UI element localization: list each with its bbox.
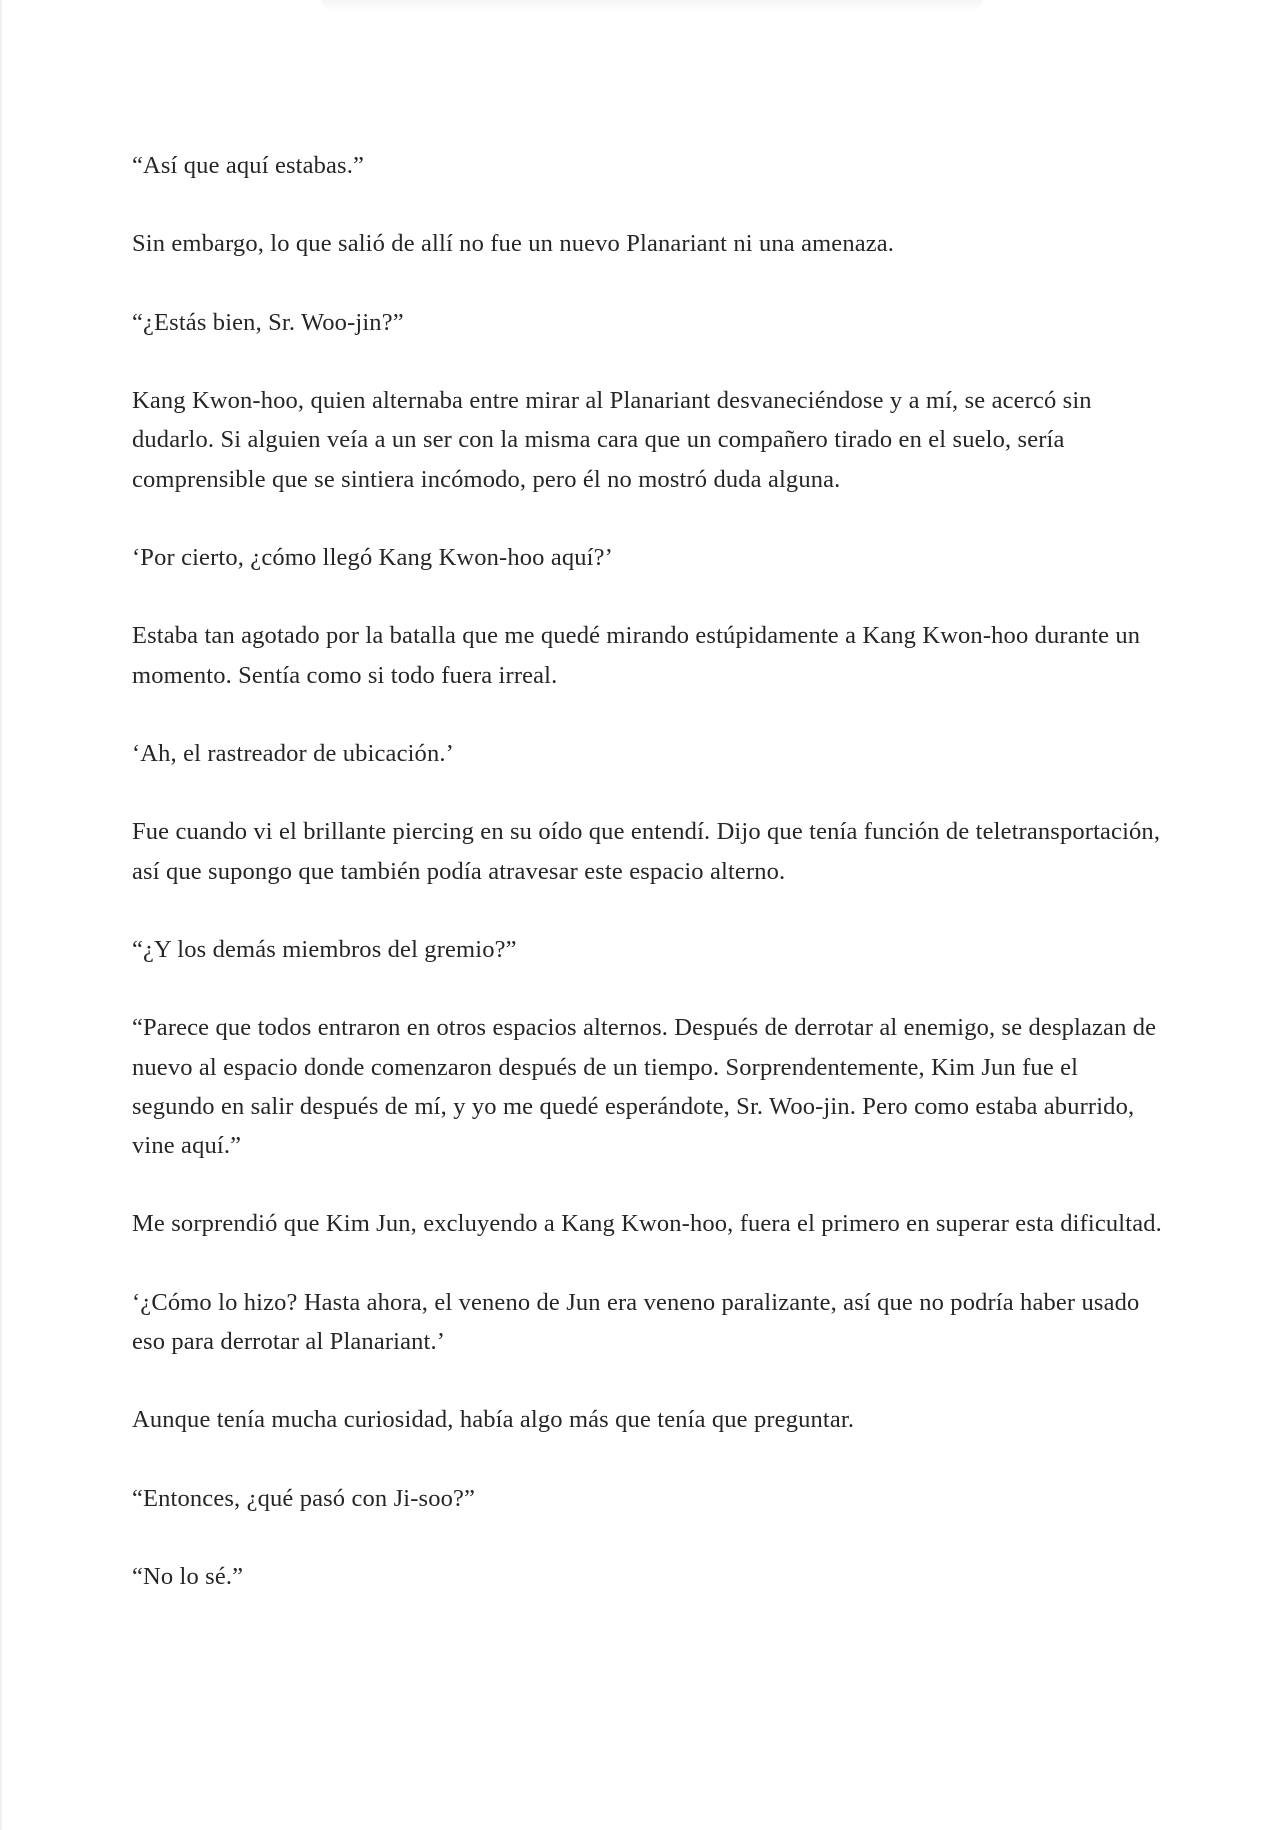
paragraph: ‘¿Cómo lo hizo? Hasta ahora, el veneno de Jun era veneno paralizante, así que no podría haber usado eso para derrotar al Planariant.’ xyxy=(132,1288,1140,1355)
paragraph: Kang Kwon-hoo, quien alternaba entre mirar al Planariant desvaneciéndose y a mí, se acercó sin dudarlo. Si alguien veía a un ser con la misma cara que un compañero tirado en el suelo, sería comprensible que se sintiera incómodo, pero él no mostró duda alguna. xyxy=(132,387,1092,493)
paragraph: ‘Por cierto, ¿cómo llegó Kang Kwon-hoo aquí?’ xyxy=(132,543,613,571)
paragraph: “Parece que todos entraron en otros espacios alternos. Después de derrotar al enemigo, se desplazan de nuevo al espacio donde comenzaron después de un tiempo. Sorprendentemente, Kim Jun fue el segundo en salir después de mí, y yo me quedé esperándote, Sr. Woo-jin. Pero como estaba aburrido, vine aquí.” xyxy=(132,1014,1157,1159)
paragraph: Me sorprendió que Kim Jun, excluyendo a Kang Kwon-hoo, fuera el primero en superar esta dificultad. xyxy=(132,1210,1162,1238)
paragraph: “No lo sé.” xyxy=(132,1563,244,1591)
paragraph: Aunque tenía mucha curiosidad, había algo más que tenía que preguntar. xyxy=(132,1406,855,1434)
paragraph: “¿Estás bien, Sr. Woo-jin?” xyxy=(132,308,404,336)
paragraph: Sin embargo, lo que salió de allí no fue un nuevo Planariant ni una amenaza. xyxy=(132,230,895,258)
document-body xyxy=(132,146,1162,1635)
paragraph: Estaba tan agotado por la batalla que me quedé mirando estúpidamente a Kang Kwon-hoo durante un momento. Sentía como si todo fuera irreal. xyxy=(132,622,1141,689)
paragraph: “Entonces, ¿qué pasó con Ji-soo?” xyxy=(132,1484,476,1512)
top-edge-shadow xyxy=(322,0,982,14)
paragraph: Fue cuando vi el brillante piercing en su oído que entendí. Dijo que tenía función de teletransportación, así que supongo que también podía atravesar este espacio alterno. xyxy=(132,818,1161,885)
paragraph: “Así que aquí estabas.” xyxy=(132,152,365,179)
paragraph: “¿Y los demás miembros del gremio?” xyxy=(132,935,517,963)
paragraph: ‘Ah, el rastreador de ubicación.’ xyxy=(132,739,454,767)
